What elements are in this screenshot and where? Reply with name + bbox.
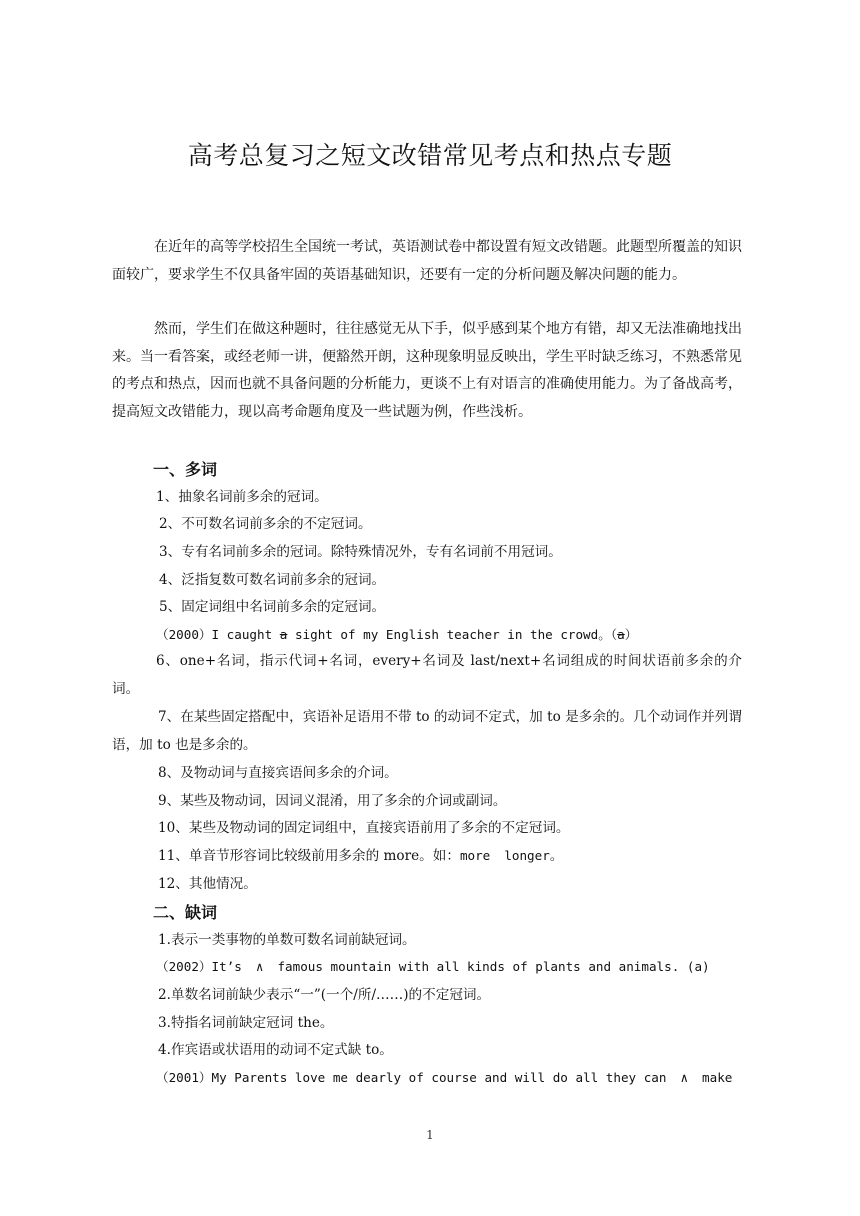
intro-paragraph-1: 在近年的高等学校招生全国统一考试，英语测试卷中都设置有短文改错题。此题型所覆盖的知识面较广，要求学生不仅具备牢固的英语基础知识，还要有一定的分析问题及解决问题的能力。 <box>112 239 742 283</box>
example-text: （2001）My Parents love me dearly of course and will do all they can <box>156 1070 667 1085</box>
list-item: 4.作宾语或状语用的动词不定式缺 to。 <box>158 1042 393 1058</box>
section-heading-extra-words: 一、多词 <box>153 460 218 479</box>
list-item: 12、其他情况。 <box>158 876 257 892</box>
example-sentence <box>156 957 710 977</box>
list-item: 4、泛指复数可数名词前多余的冠词。 <box>159 572 386 588</box>
list-item: 8、及物动词与直接宾语间多余的介词。 <box>158 765 398 781</box>
example-sentence <box>156 625 637 645</box>
example-text: （2002）It’s <box>156 959 242 974</box>
list-item: 2.单数名词前缺少表示“一”(一个/所/……)的不定冠词。 <box>158 987 491 1003</box>
example-text: sight of my English teacher in the crowd。（ <box>287 627 618 642</box>
list-item: 3、专有名词前多余的冠词。除特殊情况外，专有名词前不用冠词。 <box>159 544 562 560</box>
list-item: 7、在某些固定搭配中，宾语补足语用不带 to 的动词不定式，加 to 是多余的。几个动词作并列谓语，加 to 也是多余的。 <box>112 709 742 753</box>
caret-insertion-mark: ∧ <box>680 1070 689 1085</box>
list-item: 9、某些及物动词，因词义混淆，用了多余的介词或副词。 <box>158 793 507 809</box>
list-item: 1、抽象名词前多余的冠词。 <box>156 489 328 505</box>
struck-answer: a <box>617 627 625 642</box>
page-number: 1 <box>426 1128 434 1142</box>
example-sentence <box>156 1068 732 1088</box>
example-text: ） <box>624 627 638 642</box>
list-item: 6、one+名词，指示代词+名词，every+名词及 last/next+名词组成的时间状语前多余的介词。 <box>112 653 742 697</box>
example-text: make <box>702 1070 733 1085</box>
list-item: 1.表示一类事物的单数可数名词前缺冠词。 <box>158 932 416 948</box>
caret-insertion-mark: ∧ <box>255 959 264 974</box>
intro-paragraph-2: 然而，学生们在做这种题时，往往感觉无从下手，似乎感到某个地方有错，却又无法准确地找出来。当一看答案，或经老师一讲，便豁然开朗，这种现象明显反映出，学生平时缺乏练习，不熟悉常见的考点和热点，因而也就不具备问题的分析能力，更谈不上有对语言的准确使用能力。为了备战高考，提高短文改错能力，现以高考命题角度及一些试题为例，作些浅析。 <box>112 321 742 420</box>
list-item: 10、某些及物动词的固定词组中，直接宾语前用了多余的不定冠词。 <box>158 820 570 836</box>
section-heading-missing-words: 二、缺词 <box>153 903 218 922</box>
list-item: 3.特指名词前缺定冠词 the。 <box>158 1015 334 1031</box>
example-text: famous mountain with all kinds of plants and animals. (a) <box>277 959 710 974</box>
example-word: more <box>459 848 491 863</box>
struck-article: a <box>279 627 288 642</box>
item-text: 。 <box>549 848 564 864</box>
example-text: （2000）I caught <box>156 627 280 642</box>
document-title: 高考总复习之短文改错常见考点和热点专题 <box>187 141 673 170</box>
item-text: 11、单音节形容词比较级前用多余的 more。如： <box>158 848 460 864</box>
list-item: 2、不可数名词前多余的不定冠词。 <box>159 516 372 532</box>
list-item <box>158 846 563 866</box>
example-word: longer <box>504 848 550 863</box>
list-item: 5、固定词组中名词前多余的定冠词。 <box>159 599 386 615</box>
